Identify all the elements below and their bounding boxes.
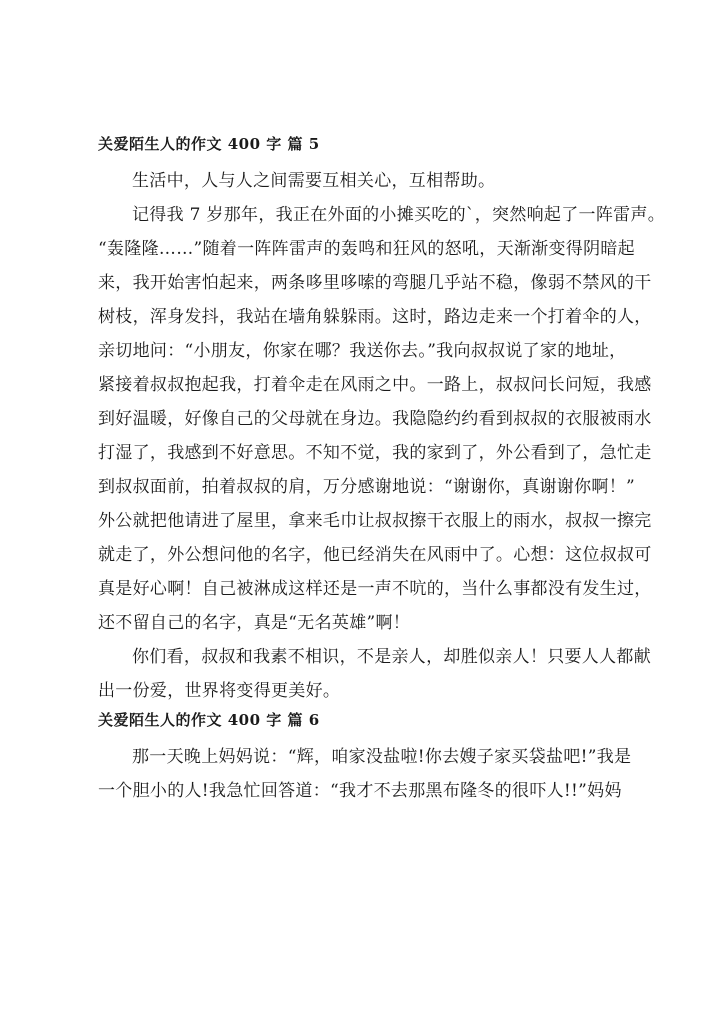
text-line: 来，我开始害怕起来，两条哆里哆嗦的弯腿几乎站不稳，像弱不禁风的干 (98, 273, 652, 293)
text-line: 生活中，人与人之间需要互相关心，互相帮助。 (132, 171, 496, 191)
text-line: 你们看，叔叔和我素不相识，不是亲人，却胜似亲人！只要人人都献 (132, 647, 651, 667)
text-line: 打湿了，我感到不好意思。不知不觉，我的家到了，外公看到了，急忙走 (98, 443, 652, 463)
paragraph (98, 198, 666, 640)
text-line: 真是好心啊！自己被淋成这样还是一声不吭的，当什么事都没有发生过， (98, 579, 652, 599)
text-line: 还不留自己的名字，真是“无名英雄”啊！ (98, 613, 411, 633)
document-body (98, 132, 666, 808)
text-line: 出一份爱，世界将变得更美好。 (98, 681, 341, 701)
text-line: 记得我 7 岁那年，我正在外面的小摊买吃的`，突然响起了一阵雷声。 (132, 205, 666, 225)
text-line: 到好温暖，好像自己的父母就在身边。我隐隐约约看到叔叔的衣服被雨水 (98, 409, 652, 429)
text-line: 到叔叔面前，拍着叔叔的肩，万分感谢地说：“谢谢你，真谢谢你啊！” (98, 477, 635, 497)
text-line: 亲切地问：“小朋友，你家在哪？我送你去。”我向叔叔说了家的地址， (98, 341, 627, 361)
paragraph (98, 640, 651, 708)
text-line: 一个胆小的人!我急忙回答道：“我才不去那黑布隆冬的很吓人!!”妈妈 (98, 781, 622, 801)
section-5 (98, 132, 666, 708)
section-title: 关爱陌生人的作文 400 字 篇 6 (98, 711, 320, 729)
text-line: “轰隆隆……”随着一阵阵雷声的轰鸣和狂风的怒吼，天渐渐变得阴暗起 (98, 239, 635, 259)
text-line: 外公就把他请进了屋里，拿来毛巾让叔叔擦干衣服上的雨水，叔叔一擦完 (98, 511, 652, 531)
paragraph (98, 740, 643, 808)
section-6 (98, 708, 643, 808)
text-line: 就走了，外公想问他的名字，他已经消失在风雨中了。心想：这位叔叔可 (98, 545, 652, 565)
section-title: 关爱陌生人的作文 400 字 篇 5 (98, 135, 320, 153)
paragraph (98, 164, 643, 198)
text-line: 树枝，浑身发抖，我站在墙角躲躲雨。这时，路边走来一个打着伞的人， (98, 307, 652, 327)
text-line: 那一天晚上妈妈说：“辉，咱家没盐啦!你去嫂子家买袋盐吧!”我是 (132, 747, 632, 767)
text-line: 紧接着叔叔抱起我，打着伞走在风雨之中。一路上，叔叔问长问短，我感 (98, 375, 652, 395)
